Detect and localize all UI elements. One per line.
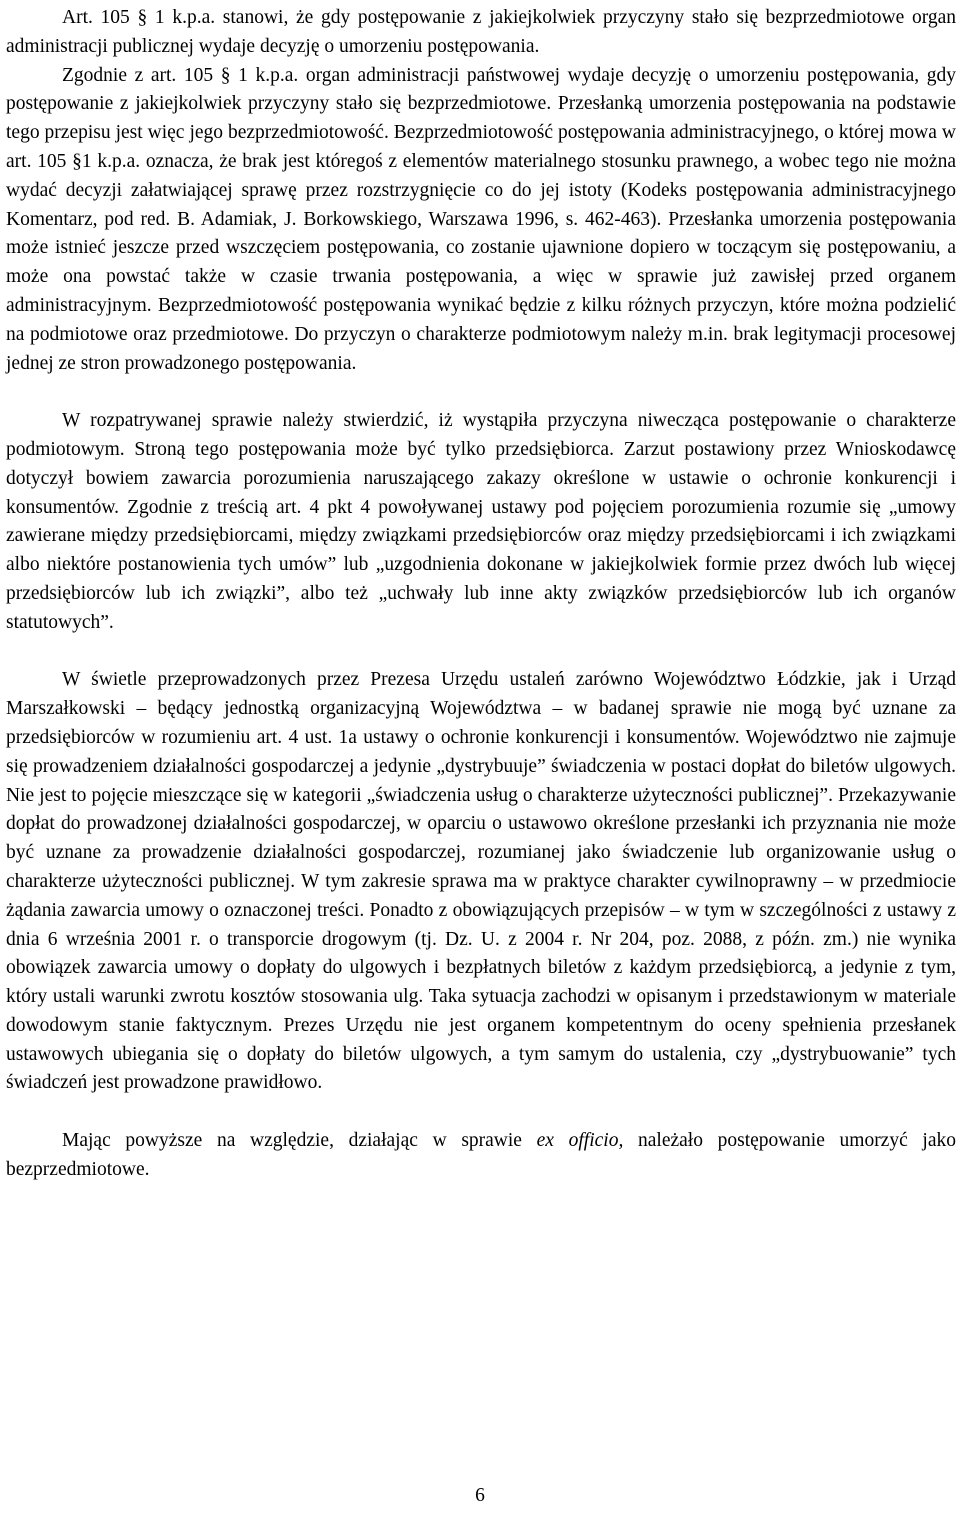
paragraph-text: należało postępowanie umorzyć jako bezprzedmiotowe.: [6, 1130, 956, 1180]
paragraph-text: Art. 105 § 1 k.p.a. stanowi, że gdy postępowanie z jakiejkolwiek przyczyny stało się bezprzedmiotowe organ administracji publicznej wydaje decyzję o umorzeniu postępowania.: [6, 7, 956, 57]
paragraph-rozpatrywana-sprawa: [6, 407, 956, 637]
paragraph-text: W świetle przeprowadzonych przez Prezesa Urzędu ustaleń zarówno Województwo Łódzkie, jak i Urząd Marszałkowski – będący jednostką organizacyjną Województwa – w badanej sprawie nie mogą być uznane za przedsiębiorców w rozumieniu art. 4 ust. 1a ustawy o ochronie konkurencji i konsumentów. Województwo nie zajmuje się prowadzeniem działalności gospodarczej a jedynie „dystrybuuje” świadczenia w postaci dopłat do biletów ulgowych. Nie jest to pojęcie mieszczące się w kategorii „świadczenia usług o charakterze użyteczności publicznej”. Przekazywanie dopłat do prowadzonej działalności gospodarczej, w oparciu o ustawowo określone przesłanki ich przyznania nie może być uznane za prowadzenie działalności gospodarczej, rozumianej jako świadczenie lub organizowanie usług o charakterze użyteczności publicznej. W tym zakresie sprawa ma w praktyce charakter cywilnoprawny – w przedmiocie żądania zawarcia umowy o oznaczonej treści. Ponadto z obowiązujących przepisów – w tym w szczególności z ustawy z dnia 6 września 2001 r. o transporcie drogowym (tj. Dz. U. z 2004 r. Nr 204, poz. 2088, z późn. zm.) nie wynika obowiązek zawarcia umowy o dopłaty do ulgowych i bezpłatnych biletów z każdym przedsiębiorcą, a jedynie z tym, który ustali warunki zwrotu kosztów stosowania ulg. Taka sytuacja zachodzi w opisanym i przedstawionym w materiale dowodowym stanie faktycznym. Prezes Urzędu nie jest organem kompetentnym do oceny spełnienia przesłanek ustawowych ubiegania się o dopłaty do biletów ulgowych, a tym samym do ustalenia, czy „dystrybuowanie” tych świadczeń jest prowadzone prawidłowo.: [6, 669, 956, 1094]
paragraph-text: Zgodnie z art. 105 § 1 k.p.a. organ administracji państwowej wydaje decyzję o umorzeniu postępowania, gdy postępowanie z jakiejkolwiek przyczyny stało się bezprzedmiotowe. Przesłanką umorzenia postępowania na podstawie tego przepisu jest więc jego bezprzedmiotowość. Bezprzedmiotowość postępowania administracyjnego, o której mowa w art. 105 §1 k.p.a. oznacza, że brak jest któregoś z elementów materialnego stosunku prawnego, a wobec tego nie można wydać decyzji załatwiającej sprawę przez rozstrzygnięcie co do jej istoty (Kodeks postępowania administracyjnego Komentarz, pod red. B. Adamiak, J. Borkowskiego, Warszawa 1996, s. 462-463). Przesłanka umorzenia postępowania może istnieć jeszcze przed wszczęciem postępowania, co zostanie ujawnione dopiero w toczącym się postępowaniu, a może ona powstać także w czasie trwania postępowania, a więc w sprawie już zawisłej przed organem administracyjnym. Bezprzedmiotowość postępowania wynikać będzie z kilku różnych przyczyn, które można podzielić na podmiotowe oraz przedmiotowe. Do przyczyn o charakterze podmiotowym należy m.in. brak legitymacji procesowej jednej ze stron prowadzonego postępowania.: [6, 64, 956, 374]
paragraph-bezprzedmiotowosc: [6, 62, 956, 379]
latin-phrase-ex-officio: ex officio,: [536, 1130, 624, 1152]
paragraph-ustalenia-prezesa: [6, 666, 956, 1098]
page-number: 6: [475, 1485, 485, 1506]
document-page: [6, 4, 956, 1185]
paragraph-text: W rozpatrywanej sprawie należy stwierdzić, iż wystąpiła przyczyna niwecząca postępowanie o charakterze podmiotowym. Stroną tego postępowania może być tylko przedsiębiorca. Zarzut postawiony przez Wnioskodawcę dotyczył bowiem zawarcia porozumienia naruszającego zakazy określone w ustawie o ochronie konkurencji i konsumentów. Zgodnie z treścią art. 4 pkt 4 powoływanej ustawy pod pojęciem porozumienia rozumie się „umowy zawierane między przedsiębiorcami, między związkami przedsiębiorców oraz między przedsiębiorcami i ich związkami albo niektóre postanowienia tych umów” lub „uzgodnienia dokonane w jakiejkolwiek formie przez dwóch lub więcej przedsiębiorców lub ich związki”, albo też „uchwały lub inne akty związków przedsiębiorców lub ich organów statutowych”.: [6, 410, 956, 633]
paragraph-art-105: [6, 4, 956, 62]
paragraph-konkluzja: [6, 1127, 956, 1185]
paragraph-text: Mając powyższe na względzie, działając w sprawie: [62, 1130, 537, 1152]
